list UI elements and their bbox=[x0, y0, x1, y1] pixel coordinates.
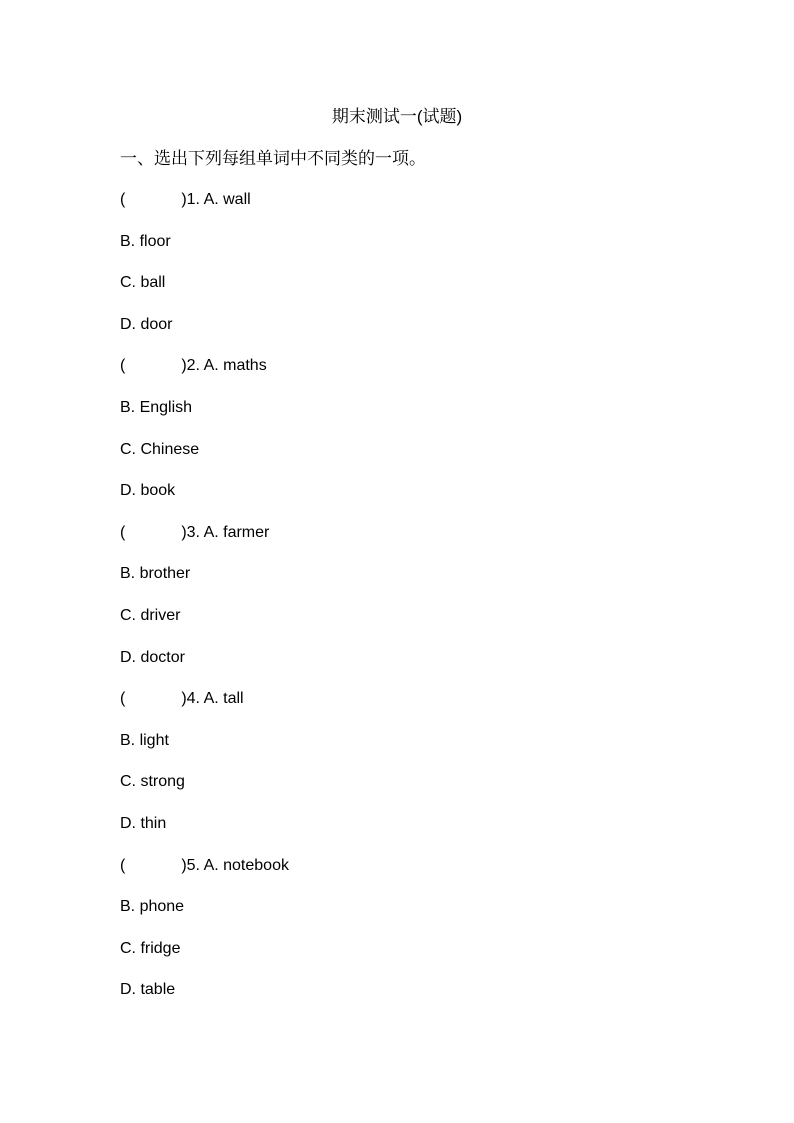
question-option: B. English bbox=[120, 398, 193, 416]
answer-paren-open: ( bbox=[120, 690, 126, 708]
question-text: )1. A. wall bbox=[181, 191, 251, 208]
question-option: D. doctor bbox=[120, 648, 185, 666]
section-heading: 一、选出下列每组单词中不同类的一项。 bbox=[120, 149, 426, 168]
question-option: D. book bbox=[120, 482, 176, 500]
question-option: C. driver bbox=[120, 606, 181, 624]
question-text: )2. A. maths bbox=[181, 357, 267, 375]
question-stem bbox=[120, 688, 289, 730]
question-option: D. door bbox=[120, 315, 173, 333]
question-stem bbox=[120, 522, 289, 564]
question-stem bbox=[120, 189, 289, 231]
question-option: C. Chinese bbox=[120, 440, 200, 458]
question-option: C. fridge bbox=[120, 939, 181, 957]
answer-paren-open: ( bbox=[120, 856, 126, 874]
question-stem bbox=[120, 855, 289, 897]
question-option: D. table bbox=[120, 981, 176, 999]
question-option: B. floor bbox=[120, 232, 171, 250]
question-option: C. strong bbox=[120, 773, 185, 791]
question-text: )4. A. tall bbox=[181, 690, 244, 708]
question-text: )5. A. notebook bbox=[181, 856, 289, 874]
answer-paren-open: ( bbox=[120, 191, 126, 208]
answer-paren-open: ( bbox=[120, 357, 126, 375]
question-stem bbox=[120, 355, 289, 397]
question-option: B. light bbox=[120, 731, 169, 749]
question-option: C. ball bbox=[120, 274, 166, 292]
question-list bbox=[120, 189, 289, 1021]
page-title: 期末测试一(试题) bbox=[331, 107, 463, 126]
question-option: D. thin bbox=[120, 814, 167, 832]
answer-paren-open: ( bbox=[120, 523, 126, 541]
question-option: B. phone bbox=[120, 898, 185, 916]
question-option: B. brother bbox=[120, 565, 191, 583]
question-text: )3. A. farmer bbox=[181, 523, 270, 541]
